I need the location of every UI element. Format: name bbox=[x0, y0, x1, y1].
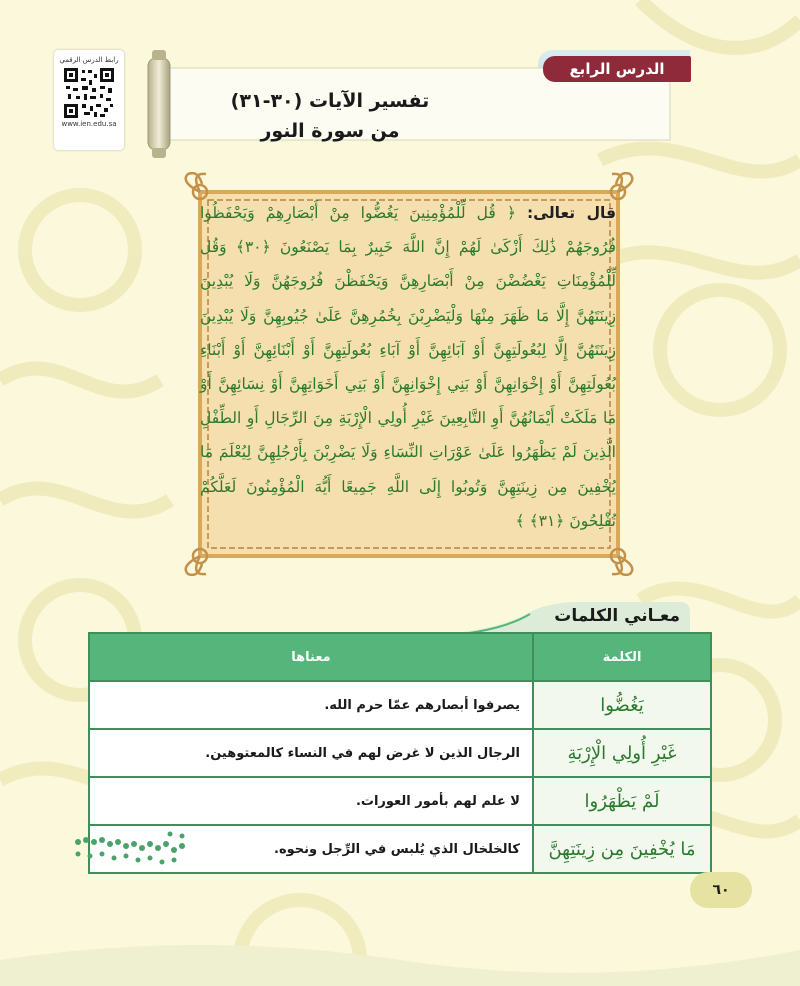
qr-url[interactable]: www.ien.edu.sa bbox=[61, 120, 117, 128]
lesson-title-line1: تفسير الآيات (٣٠-٣١) bbox=[230, 90, 430, 112]
verse-part-2: وَقُل لِّلْمُؤْمِنَاتِ يَغْضُضْنَ مِنْ أَبْصَارِهِنَّ وَيَحْفَظْنَ فُرُوجَهُنَّ وَلَا يُبْدِينَ زِينَتَهُنَّ إِلَّا مَا ظَهَرَ مِنْهَا وَلْيَضْرِبْنَ بِخُمُرِهِنَّ عَلَىٰ جُيُوبِهِنَّ وَلَا يُبْدِينَ زِينَتَهُنَّ إِلَّا لِبُعُولَتِهِنَّ أَوْ آبَائِهِنَّ أَوْ آبَاءِ بُعُولَتِهِنَّ أَوْ أَبْنَائِهِنَّ أَوْ أَبْنَاءِ بُعُولَتِهِنَّ أَوْ إِخْوَانِهِنَّ أَوْ بَنِي إِخْوَانِهِنَّ أَوْ بَنِي أَخَوَاتِهِنَّ أَوْ نِسَائِهِنَّ أَوْ مَا مَلَكَتْ أَيْمَانُهُنَّ أَوِ التَّابِعِينَ غَيْرِ أُولِي الْإِرْبَةِ مِنَ الرِّجَالِ أَوِ الطِّفْلِ الَّذِينَ لَمْ يَظْهَرُوا عَلَىٰ عَوْرَاتِ النِّسَاءِ وَلَا يَضْرِبْنَ بِأَرْجُلِهِنَّ لِيُعْلَمَ مَا يُخْفِينَ مِن زِينَتِهِنَّ وَتُوبُوا إِلَى اللَّهِ جَمِيعًا أَيُّهَ الْمُؤْمِنُونَ لَعَلَّكُمْ تُفْلِحُونَ bbox=[200, 238, 616, 530]
verse-lead: قال تعالى: bbox=[526, 204, 616, 222]
page-number: ٦٠ bbox=[690, 872, 752, 908]
word-cell: غَيْرِ أُولِي الْإِرْبَةِ bbox=[533, 729, 711, 777]
header-word: الكلمة bbox=[533, 633, 711, 681]
table-row bbox=[89, 681, 711, 729]
verse-close-bracket: ﴾ bbox=[515, 511, 525, 530]
qr-caption: رابط الدرس الرقمي bbox=[59, 56, 119, 64]
word-cell: لَمْ يَظْهَرُوا bbox=[533, 777, 711, 825]
ayah-number-31: ﴿٣١﴾ bbox=[529, 511, 565, 530]
verse-open-bracket: ﴿ bbox=[506, 204, 516, 222]
verse-text bbox=[200, 196, 616, 546]
meaning-cell: كالخلخال الذي يُلبس في الرِّجل ونحوه. bbox=[89, 825, 533, 873]
verse-part-1: قُل لِّلْمُؤْمِنِينَ يَغُضُّوا مِنْ أَبْصَارِهِمْ وَيَحْفَظُوا فُرُوجَهُمْ ذَٰلِكَ أَزْكَىٰ لَهُمْ إِنَّ اللَّهَ خَبِيرٌ بِمَا يَصْنَعُونَ bbox=[200, 204, 616, 257]
qr-card[interactable] bbox=[54, 50, 124, 150]
meaning-cell: يصرفوا أبصارهم عمّا حرم الله. bbox=[89, 681, 533, 729]
header-meaning: معناها bbox=[89, 633, 533, 681]
vision-2030-logo bbox=[70, 830, 190, 870]
meaning-cell: لا علم لهم بأمور العورات. bbox=[89, 777, 533, 825]
word-cell: مَا يُخْفِينَ مِن زِينَتِهِنَّ bbox=[533, 825, 711, 873]
lesson-title bbox=[200, 86, 460, 146]
qr-code-icon[interactable] bbox=[64, 68, 114, 118]
section-title: معـاني الكلمات bbox=[554, 606, 680, 626]
word-cell: يَغُضُّوا bbox=[533, 681, 711, 729]
meaning-cell: الرجال الذين لا غرض لهم في النساء كالمعتوهين. bbox=[89, 729, 533, 777]
ayah-number-30: ﴿٣٠﴾ bbox=[235, 238, 271, 257]
table-header-row bbox=[89, 633, 711, 681]
lesson-badge: الدرس الرابع bbox=[543, 56, 691, 82]
table-row bbox=[89, 729, 711, 777]
lesson-title-line2: من سورة النور bbox=[260, 120, 400, 142]
table-row bbox=[89, 777, 711, 825]
